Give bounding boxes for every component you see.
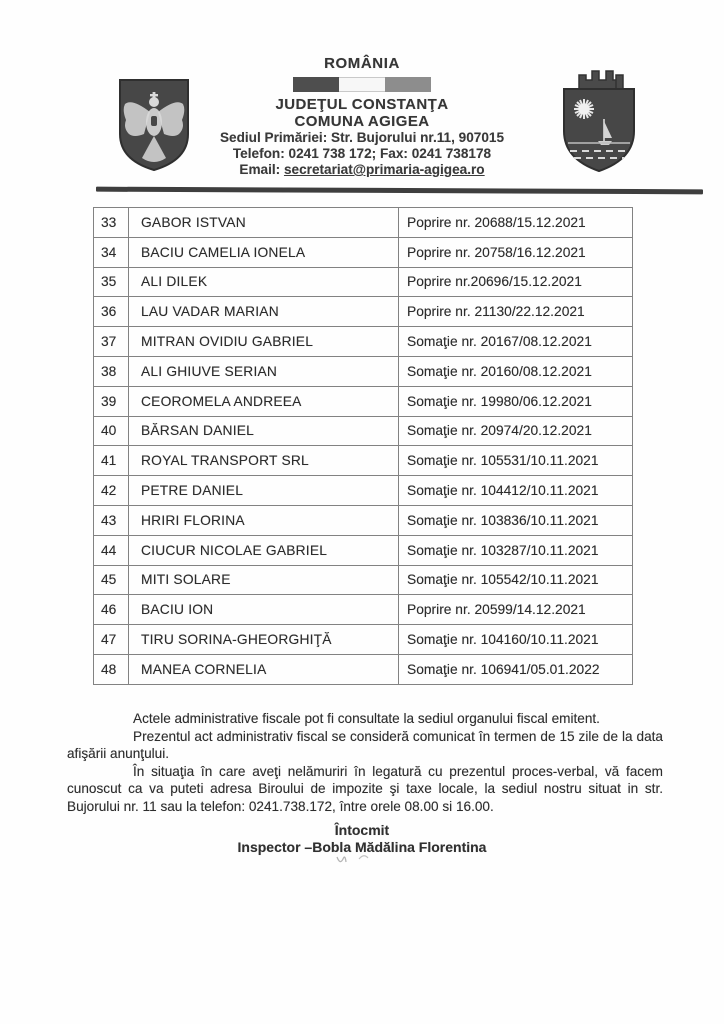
row-number: 35 <box>94 267 129 297</box>
debtor-table-body <box>94 208 633 685</box>
county-title: JUDEŢUL CONSTANŢA <box>275 96 449 113</box>
legal-paragraph-2: Prezentul act administrativ fiscal se consideră comunicat în termen de 15 zile de la data afişării anunţului. <box>67 728 663 762</box>
document-reference: Somaţie nr. 103836/10.11.2021 <box>399 505 633 535</box>
document-reference: Poprire nr. 21130/22.12.2021 <box>399 297 633 327</box>
row-number: 33 <box>94 208 129 238</box>
debtor-name: GABOR ISTVAN <box>129 208 399 238</box>
debtor-name: ALI GHIUVE SERIAN <box>129 356 399 386</box>
document-reference: Somaţie nr. 104412/10.11.2021 <box>399 476 633 506</box>
document-reference: Somaţie nr. 103287/10.11.2021 <box>399 535 633 565</box>
debtor-name: LAU VADAR MARIAN <box>129 297 399 327</box>
debtor-name: PETRE DANIEL <box>129 476 399 506</box>
table-row <box>94 505 633 535</box>
email-line <box>0 162 724 178</box>
address-line: Sediul Primăriei: Str. Bujorului nr.11, 907015 <box>219 130 505 145</box>
flag-segment-gray <box>385 77 431 92</box>
document-reference: Somaţie nr. 19980/06.12.2021 <box>399 386 633 416</box>
debtor-name: ALI DILEK <box>129 267 399 297</box>
row-number: 44 <box>94 535 129 565</box>
document-reference: Somaţie nr. 20974/20.12.2021 <box>399 416 633 446</box>
table-row <box>94 356 633 386</box>
table-row <box>94 654 633 684</box>
row-number: 41 <box>94 446 129 476</box>
document-reference: Somaţie nr. 105542/10.11.2021 <box>399 565 633 595</box>
table-row <box>94 535 633 565</box>
handwritten-signature-mark <box>333 851 379 874</box>
debtor-table <box>93 207 633 685</box>
country-title: ROMÂNIA <box>324 55 400 72</box>
debtor-name: HRIRI FLORINA <box>129 505 399 535</box>
debtor-name: BĂRSAN DANIEL <box>129 416 399 446</box>
row-number: 36 <box>94 297 129 327</box>
document-reference: Somaţie nr. 106941/05.01.2022 <box>399 654 633 684</box>
table-row <box>94 297 633 327</box>
row-number: 43 <box>94 505 129 535</box>
debtor-name: MITRAN OVIDIU GABRIEL <box>129 327 399 357</box>
row-number: 37 <box>94 327 129 357</box>
table-row <box>94 476 633 506</box>
flag-segment-dark <box>293 77 339 92</box>
row-number: 42 <box>94 476 129 506</box>
debtor-name: TIRU SORINA-GHEORGHIŢĂ <box>129 625 399 655</box>
table-row <box>94 595 633 625</box>
document-reference: Poprire nr. 20688/15.12.2021 <box>399 208 633 238</box>
row-number: 39 <box>94 386 129 416</box>
document-reference: Somaţie nr. 20167/08.12.2021 <box>399 327 633 357</box>
document-reference: Poprire nr. 20758/16.12.2021 <box>399 237 633 267</box>
table-row <box>94 625 633 655</box>
debtor-name: BACIU ION <box>129 595 399 625</box>
phone-fax-line: Telefon: 0241 738 172; Fax: 0241 738178 <box>232 146 492 161</box>
document-reference: Poprire nr.20696/15.12.2021 <box>399 267 633 297</box>
debtor-name: CEOROMELA ANDREEA <box>129 386 399 416</box>
row-number: 40 <box>94 416 129 446</box>
debtor-name: MANEA CORNELIA <box>129 654 399 684</box>
row-number: 34 <box>94 237 129 267</box>
document-header <box>0 55 724 178</box>
table-row <box>94 416 633 446</box>
email-label: Email: <box>239 162 284 177</box>
prepared-by-name: Inspector –Bobla Mădălina Florentina <box>237 839 487 855</box>
table-row <box>94 208 633 238</box>
email-address: secretariat@primaria-agigea.ro <box>283 162 485 177</box>
legal-notice <box>67 710 663 816</box>
flag-segment-light <box>339 77 385 92</box>
legal-paragraph-3: În situaţia în care aveţi nelămuriri în legatură cu prezentul proces-verbal, vă facem cunoscut ca va puteti adresa Biroului de impozite şi taxe locale, la sediul nostru situat in str. Bujorului nr. 11 sau la telefon: 0241.738.172, între orele 08.00 si 16.00. <box>67 763 663 814</box>
document-reference: Somaţie nr. 105531/10.11.2021 <box>399 446 633 476</box>
document-reference: Somaţie nr. 104160/10.11.2021 <box>399 625 633 655</box>
legal-paragraph-1: Actele administrative fiscale pot fi consultate la sediul organului fiscal emitent. <box>133 711 600 726</box>
debtor-name: BACIU CAMELIA IONELA <box>129 237 399 267</box>
table-row <box>94 327 633 357</box>
prepared-by-label: Întocmit <box>334 822 390 838</box>
row-number: 48 <box>94 654 129 684</box>
commune-title: COMUNA AGIGEA <box>294 113 430 130</box>
debtor-name: ROYAL TRANSPORT SRL <box>129 446 399 476</box>
table-row <box>94 565 633 595</box>
table-row <box>94 237 633 267</box>
table-row <box>94 446 633 476</box>
row-number: 47 <box>94 625 129 655</box>
row-number: 38 <box>94 356 129 386</box>
document-reference: Poprire nr. 20599/14.12.2021 <box>399 595 633 625</box>
row-number: 45 <box>94 565 129 595</box>
romania-flag-icon <box>293 77 431 92</box>
debtor-name: MITI SOLARE <box>129 565 399 595</box>
row-number: 46 <box>94 595 129 625</box>
header-divider-rule <box>96 187 703 195</box>
table-row <box>94 386 633 416</box>
document-reference: Somaţie nr. 20160/08.12.2021 <box>399 356 633 386</box>
debtor-name: CIUCUR NICOLAE GABRIEL <box>129 535 399 565</box>
table-row <box>94 267 633 297</box>
